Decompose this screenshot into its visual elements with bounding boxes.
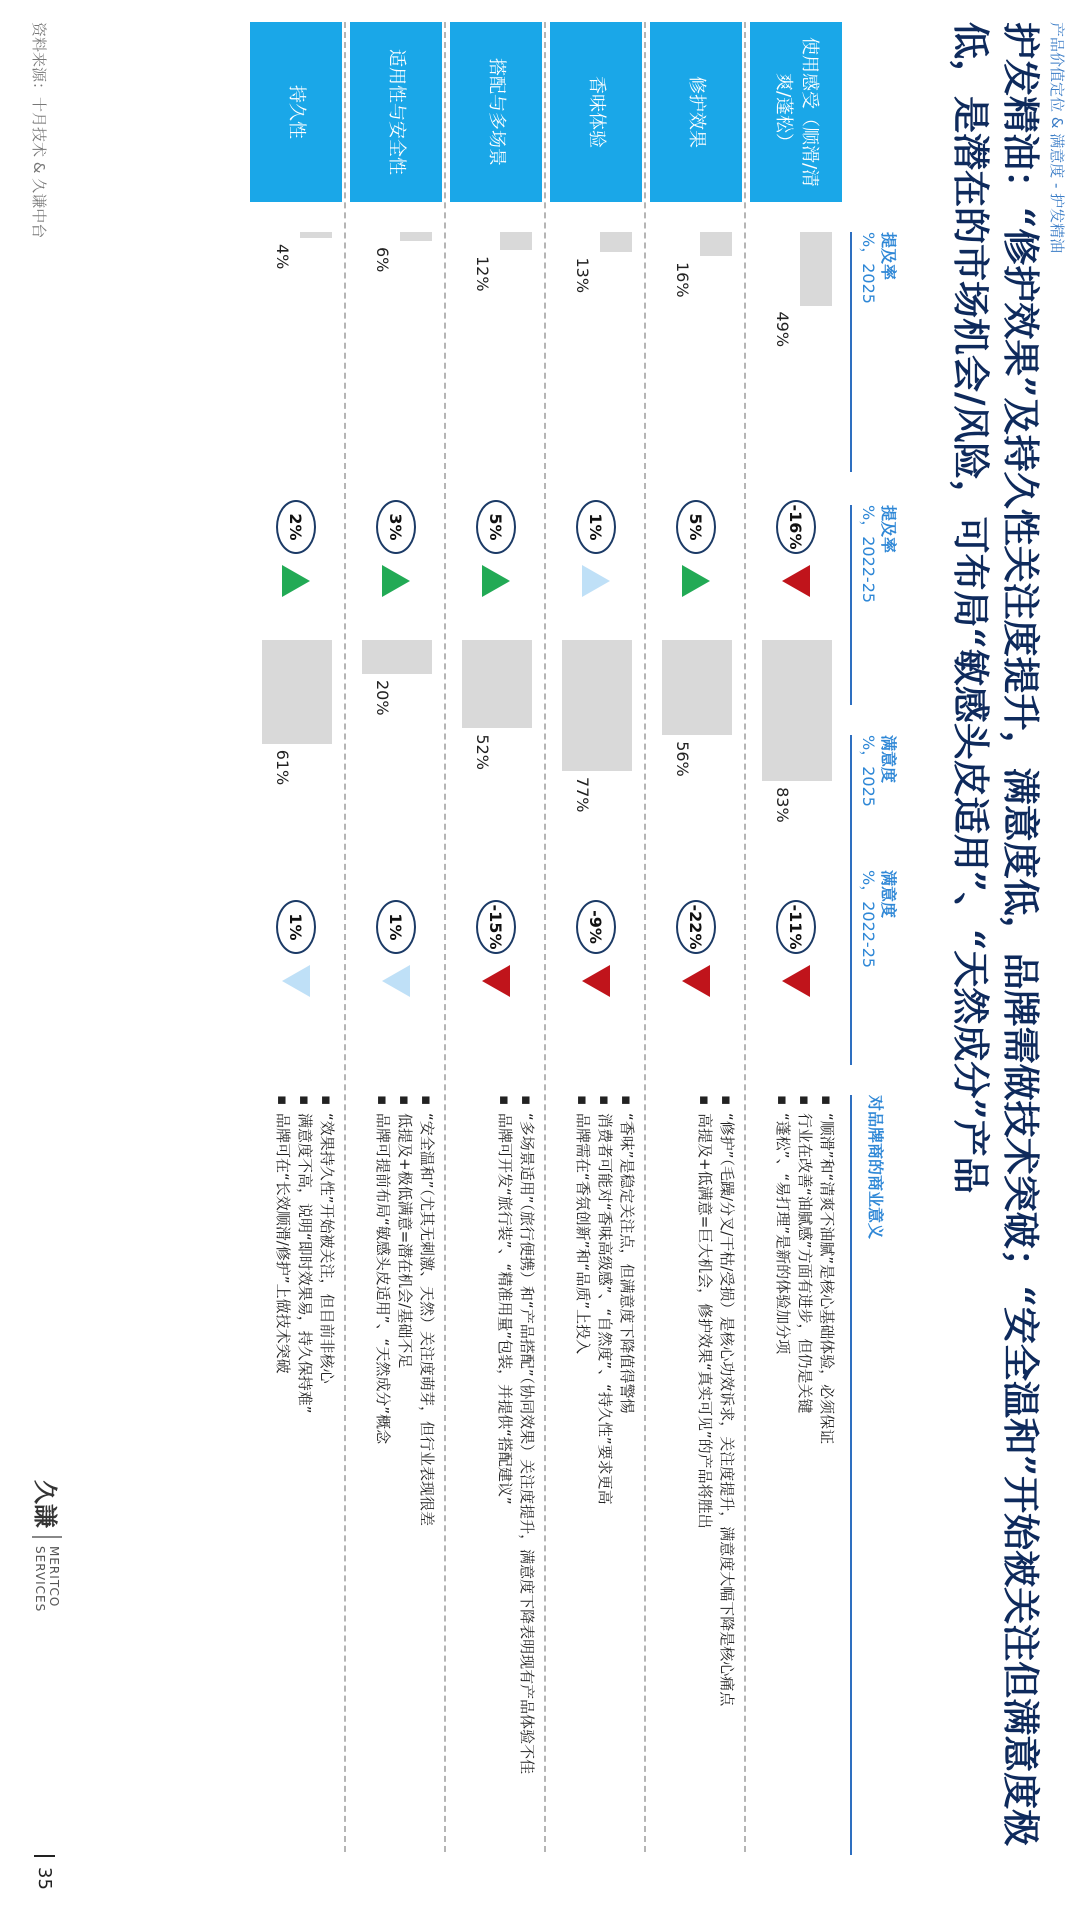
satisfaction-bar	[662, 640, 732, 735]
bullet-icon: ▪	[818, 1095, 836, 1106]
logo-line-1: MERITCO	[47, 1546, 62, 1608]
bullet-icon: ▪	[496, 1095, 514, 1106]
mention-value: 13%	[573, 257, 592, 294]
bullet-icon: ▪	[574, 1095, 592, 1106]
bullet-icon: ▪	[518, 1095, 536, 1106]
implication-item	[694, 1095, 716, 1855]
column-header-mention	[858, 232, 898, 304]
implication-item	[516, 1095, 538, 1855]
neutral-triangle-icon	[382, 965, 410, 997]
mention-bar	[500, 232, 532, 250]
implication-text: “多场景适用”（旅行便携）和“产品搭配”（协同效果）关注度提升，满意度下降表明现有产品体验不佳	[518, 1113, 536, 1775]
implication-list	[494, 1095, 538, 1855]
mention-change-badge: 5%	[676, 500, 716, 554]
implication-text: “顺滑”和“清爽不油腻”是核心基础体验，必须保证	[818, 1113, 836, 1445]
column-divider	[850, 232, 852, 472]
logo-text	[34, 1546, 62, 1612]
mention-bar	[400, 232, 432, 241]
column-header-satisfaction-change-sub: %，2022-25	[859, 870, 878, 969]
implication-list	[572, 1095, 638, 1855]
column-header-satisfaction-sub: %，2025	[859, 735, 878, 807]
implication-text: 行业在改善“油腻感”方面有进步，但仍是关键	[796, 1113, 814, 1414]
column-divider	[850, 735, 852, 1065]
implication-item	[816, 1095, 838, 1855]
implication-item	[416, 1095, 438, 1855]
mention-value: 6%	[373, 247, 392, 273]
column-header-implication: 对品牌商的商业意义	[866, 1095, 885, 1240]
category-label: 搭配与多场景	[450, 22, 542, 202]
implication-item	[494, 1095, 516, 1855]
implication-item	[616, 1095, 638, 1855]
mention-bar	[300, 232, 332, 238]
down-triangle-icon	[582, 965, 610, 997]
mention-change-badge: 2%	[276, 500, 316, 554]
neutral-triangle-icon	[582, 565, 610, 597]
down-triangle-icon	[482, 965, 510, 997]
bullet-icon: ▪	[696, 1095, 714, 1106]
bullet-icon: ▪	[274, 1095, 292, 1106]
category-label: 适用性与安全性	[350, 22, 442, 202]
up-triangle-icon	[382, 565, 410, 597]
row-separator	[644, 22, 646, 1852]
mention-value: 49%	[773, 311, 792, 348]
implication-text: 满意度不高，说明“即时效果易，持久保持难”	[296, 1113, 314, 1414]
column-header-mention-change-title: 提及率	[879, 505, 898, 554]
satisfaction-value: 56%	[673, 741, 692, 777]
breadcrumb: 产品价值定位 & 满意度 - 护发精油	[1048, 22, 1066, 254]
implication-text: 品牌可在“长效顺滑/修护”上做技术突破	[274, 1113, 292, 1374]
category-label: 香味体验	[550, 22, 642, 202]
satisfaction-value: 77%	[573, 776, 592, 813]
bullet-icon: ▪	[596, 1095, 614, 1106]
column-header-satisfaction-change	[858, 870, 898, 968]
implication-list	[694, 1095, 738, 1855]
column-header-mention-sub: %，2025	[859, 232, 878, 304]
page-number: 35	[34, 1855, 55, 1890]
row-separator	[744, 22, 746, 1852]
satisfaction-bar	[262, 640, 332, 744]
bullet-icon: ▪	[618, 1095, 636, 1106]
satisfaction-change-badge: -11%	[776, 900, 816, 954]
source-note: 资料来源：十月技术 & 久谦中台	[30, 22, 48, 239]
column-header-mention-change-sub: %，2022-25	[859, 505, 878, 604]
bullet-icon: ▪	[318, 1095, 336, 1106]
implication-text: “蓬松”、“易打理”是新的体验加分项	[774, 1113, 792, 1355]
down-triangle-icon	[782, 565, 810, 597]
mention-value: 16%	[673, 262, 692, 298]
implication-text: 品牌可提前布局“敏感头皮适用”、“天然成分”概念	[374, 1113, 392, 1445]
mention-change-badge: 3%	[376, 500, 416, 554]
satisfaction-change-badge: 1%	[376, 900, 416, 954]
up-triangle-icon	[282, 565, 310, 597]
implication-item	[572, 1095, 594, 1855]
implication-item	[294, 1095, 316, 1855]
satisfaction-bar	[362, 640, 432, 674]
implication-text: 品牌需在“香氛创新”和“品质”上投入	[574, 1113, 592, 1355]
row-separator	[444, 22, 446, 1852]
implication-list	[772, 1095, 838, 1855]
page-title: 护发精油：“修护效果”及持久性关注度提升，满意度低，品牌需做技术突破；“安全温和”开始被关注但满意度极低，是潜在的市场机会/风险，可布局“敏感头皮适用”、“天然成分”产品	[949, 22, 1043, 1847]
implication-item	[772, 1095, 794, 1855]
bullet-icon: ▪	[796, 1095, 814, 1106]
row-separator	[344, 22, 346, 1852]
implication-text: “安全温和”（尤其无刺激、天然）关注度萌芽，但行业表现很差	[418, 1113, 436, 1527]
satisfaction-bar	[562, 640, 632, 771]
column-header-satisfaction	[858, 735, 898, 807]
mention-change-badge: 5%	[476, 500, 516, 554]
implication-text: “香味”是稳定关注点，但满意度下降值得警惕	[618, 1113, 636, 1414]
category-label: 修护效果	[650, 22, 742, 202]
implication-item	[272, 1095, 294, 1855]
mention-bar	[600, 232, 632, 252]
logo-separator	[33, 1536, 63, 1538]
category-label: 持久性	[250, 22, 342, 202]
satisfaction-value: 83%	[773, 787, 792, 823]
bullet-icon: ▪	[396, 1095, 414, 1106]
implication-item	[372, 1095, 394, 1855]
column-divider	[850, 1095, 852, 1855]
mention-bar	[800, 232, 832, 306]
implication-text: 低提及+极低满意=潜在机会/基础不足	[396, 1113, 414, 1369]
satisfaction-change-badge: 1%	[276, 900, 316, 954]
row-separator	[544, 22, 546, 1852]
satisfaction-change-badge: -15%	[476, 900, 516, 954]
mention-value: 12%	[473, 256, 492, 292]
neutral-triangle-icon	[282, 965, 310, 997]
column-header-mention-change	[858, 505, 898, 603]
up-triangle-icon	[682, 565, 710, 597]
satisfaction-value: 61%	[273, 749, 292, 786]
implication-text: 高提及+低满意=巨大机会，修护效果“真实可见”的产品将胜出	[696, 1113, 714, 1529]
logo-mark: 久謙	[31, 1480, 60, 1528]
mention-change-badge: 1%	[576, 500, 616, 554]
column-header-satisfaction-change-title: 满意度	[879, 870, 898, 919]
satisfaction-change-badge: -22%	[676, 900, 716, 954]
logo-line-2: SERVICES	[33, 1546, 48, 1613]
up-triangle-icon	[482, 565, 510, 597]
satisfaction-bar	[462, 640, 532, 728]
column-header-satisfaction-title: 满意度	[879, 735, 898, 784]
implication-item	[794, 1095, 816, 1855]
mention-value: 4%	[273, 244, 292, 270]
satisfaction-bar	[762, 640, 832, 781]
bullet-icon: ▪	[718, 1095, 736, 1106]
bullet-icon: ▪	[374, 1095, 392, 1106]
company-logo	[30, 1480, 65, 1612]
implication-item	[316, 1095, 338, 1855]
category-label: 使用感受（顺滑/清爽/蓬松）	[750, 22, 842, 202]
implication-item	[716, 1095, 738, 1855]
column-divider	[850, 505, 852, 705]
implication-list	[372, 1095, 438, 1855]
column-header-mention-title: 提及率	[879, 232, 898, 281]
satisfaction-value: 20%	[373, 680, 392, 716]
down-triangle-icon	[782, 965, 810, 997]
implication-text: “效果持久性”开始被关注，但目前非核心	[318, 1113, 336, 1384]
implication-text: 品牌可开发“旅行装”、“精准用量”包装，并提供“搭配建议”	[496, 1113, 514, 1505]
implication-text: 消费者可能对“香味高级感”、“自然度”、“持久性”要求更高	[596, 1113, 614, 1505]
bullet-icon: ▪	[774, 1095, 792, 1106]
down-triangle-icon	[682, 965, 710, 997]
satisfaction-change-badge: -9%	[576, 900, 616, 954]
implication-list	[272, 1095, 338, 1855]
mention-bar	[700, 232, 732, 256]
satisfaction-value: 52%	[473, 734, 492, 770]
implication-text: “修护”（毛躁/分叉/干枯/受损）是核心功效诉求，关注度提升，满意度大幅下降是核心痛点	[718, 1113, 736, 1707]
bullet-icon: ▪	[296, 1095, 314, 1106]
bullet-icon: ▪	[418, 1095, 436, 1106]
implication-item	[594, 1095, 616, 1855]
implication-item	[394, 1095, 416, 1855]
mention-change-badge: -16%	[776, 500, 816, 554]
